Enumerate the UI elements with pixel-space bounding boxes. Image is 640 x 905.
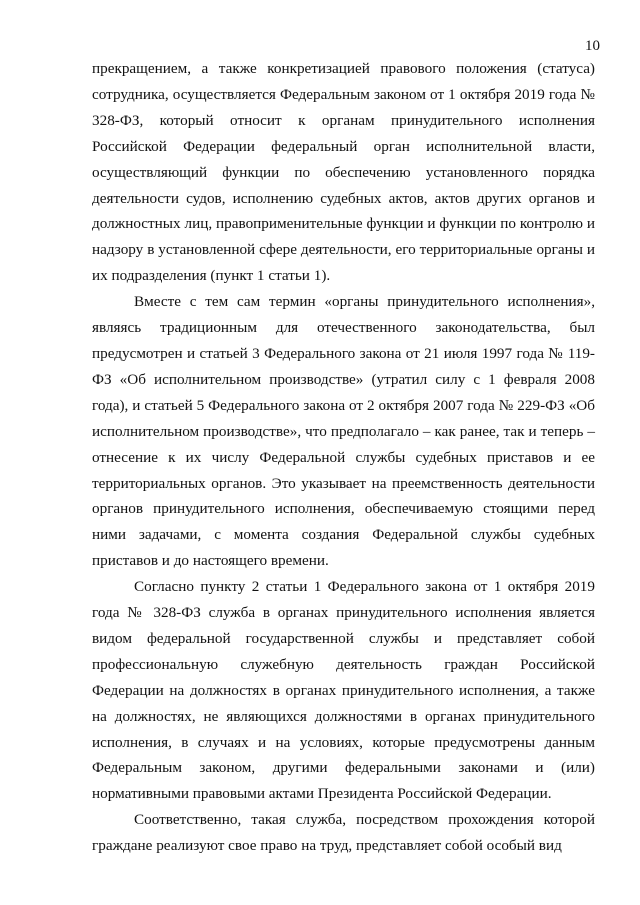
paragraph-3: Согласно пункту 2 статьи 1 Федерального закона от 1 октября 2019 года № 328-ФЗ служба в органах принудительного исполнения является видом федеральной государственной службы и представляет собой профессиональную служебную деятельность граждан Российской Федерации на должностях в органах принудительного исполнения, а также на должностях, не являющихся должностями в органах принудительного исполнения, в случаях и на условиях, которые предусмотрены данным Федеральным законом, другими федеральными законами и (или) нормативными правовыми актами Президента Российской Федерации. [92,578,595,803]
document-body [92,56,595,859]
page-number: 10 [585,38,600,54]
paragraph-1: прекращением, а также конкретизацией правового положения (статуса) сотрудника, осуществляется Федеральным законом от 1 октября 2019 года № 328-ФЗ, который относит к органам принудительного исполнения Российской Федерации федеральный орган исполнительной власти, осуществляющий функции по обеспечению установленного порядка деятельности судов, исполнению судебных актов, актов других органов и должностных лиц, правоприменительные функции и функции по контролю и надзору в установленной сфере деятельности, его территориальные органы и их подразделения (пункт 1 статьи 1). [92,60,595,285]
paragraph-2: Вместе с тем сам термин «органы принудительного исполнения», являясь традиционным для отечественного законодательства, был предусмотрен и статьей 3 Федерального закона от 21 июля 1997 года № 119-ФЗ «Об исполнительном производстве» (утратил силу с 1 февраля 2008 года), и статьей 5 Федерального закона от 2 октября 2007 года № 229-ФЗ «Об исполнительном производстве», что предполагало – как ранее, так и теперь – отнесение к их числу Федеральной службы судебных приставов и ее территориальных органов. Это указывает на преемственность деятельности органов принудительного исполнения, обеспечиваемую стоящими перед ними задачами, с момента создания Федеральной службы судебных приставов и до настоящего времени. [92,293,595,570]
paragraph-4: Соответственно, такая служба, посредством прохождения которой граждане реализуют свое право на труд, представляет собой особый вид [92,811,595,855]
